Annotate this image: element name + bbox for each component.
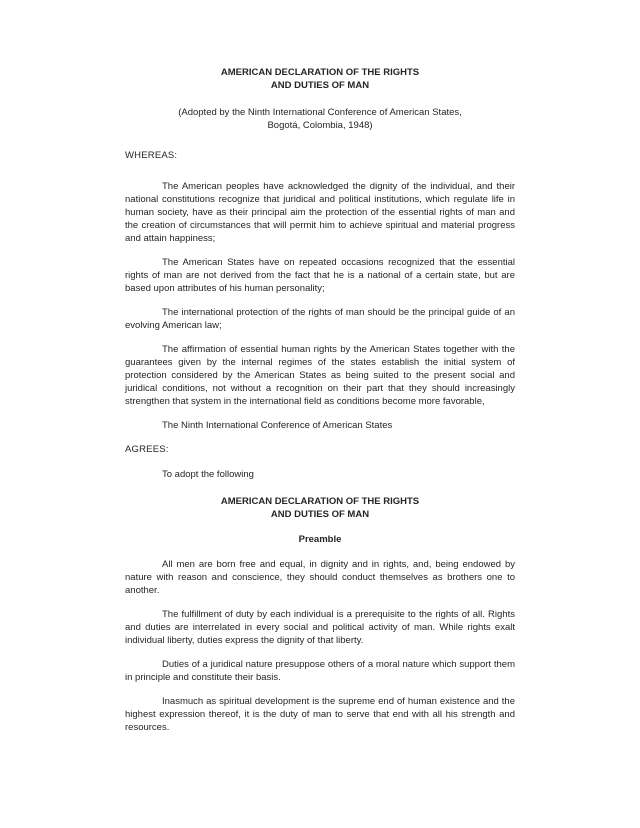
preamble-paragraph-1: All men are born free and equal, in dignity and in rights, and, being endowed by nature with reason and conscience, they should conduct themselves as brothers one to another. xyxy=(125,559,515,596)
document-title-line2: AND DUTIES OF MAN xyxy=(270,80,370,91)
declaration-title xyxy=(125,495,515,521)
whereas-paragraph-2: The American States have on repeated occasions recognized that the essential rights of man are not derived from the fact that he is a national of a certain state, but are based upon attributes of his human personality; xyxy=(125,257,515,294)
adoption-note-line1: (Adopted by the Ninth International Conference of American States, xyxy=(178,107,462,118)
adoption-note-line2: Bogotá, Colombia, 1948) xyxy=(267,120,373,131)
whereas-paragraph-3: The international protection of the rights of man should be the principal guide of an evolving American law; xyxy=(125,307,515,331)
adopt-line: To adopt the following xyxy=(162,469,254,480)
conference-line: The Ninth International Conference of American States xyxy=(162,420,393,431)
whereas-label: WHEREAS: xyxy=(125,150,178,161)
agrees-label: AGREES: xyxy=(125,444,169,455)
declaration-title-line1: AMERICAN DECLARATION OF THE RIGHTS xyxy=(220,496,420,507)
preamble-heading: Preamble xyxy=(298,534,342,545)
document-title xyxy=(125,66,515,92)
document-title-line1: AMERICAN DECLARATION OF THE RIGHTS xyxy=(220,67,420,78)
preamble-paragraph-3: Duties of a juridical nature presuppose others of a moral nature which support them in principle and constitute their basis. xyxy=(125,659,515,683)
preamble-paragraph-2: The fulfillment of duty by each individual is a prerequisite to the rights of all. Rights and duties are interrelated in every social and political activity of man. While rights exalt individual liberty, duties express the dignity of that liberty. xyxy=(125,609,515,646)
whereas-paragraph-1: The American peoples have acknowledged the dignity of the individual, and their national constitutions recognize that juridical and political institutions, which regulate life in human society, have as their principal aim the protection of the essential rights of man and the creation of circumstances that will permit him to achieve spiritual and material progress and attain happiness; xyxy=(125,181,515,244)
adoption-note xyxy=(125,106,515,132)
declaration-title-line2: AND DUTIES OF MAN xyxy=(270,509,370,520)
whereas-paragraph-4: The affirmation of essential human rights by the American States together with the guarantees given by the internal regimes of the states establish the initial system of protection considered by the American States as being suited to the present social and juridical conditions, not without a recognition on their part that they should increasingly strengthen that system in the international field as conditions become more favorable, xyxy=(125,344,515,407)
preamble-paragraph-4: Inasmuch as spiritual development is the supreme end of human existence and the highest expression thereof, it is the duty of man to serve that end with all his strength and resources. xyxy=(125,696,515,733)
